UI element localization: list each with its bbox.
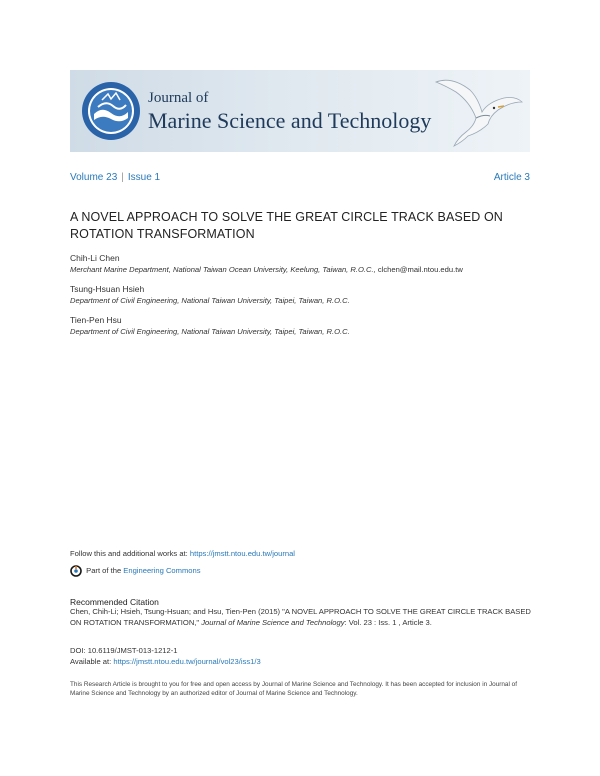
author-affiliation: Department of Civil Engineering, National Taiwan University, Taipei, Taiwan, R.O.C. [70,327,350,336]
citation-journal: Journal of Marine Science and Technology [201,617,345,627]
citation-available-link[interactable]: https://jmstt.ntou.edu.tw/journal/vol23/iss1/3 [113,657,261,666]
commons-line [70,565,201,577]
paper-title: A NOVEL APPROACH TO SOLVE THE GREAT CIRCLE TRACK BASED ON ROTATION TRANSFORMATION [70,210,503,241]
journal-banner [70,70,530,152]
commons-prefix: Part of the [86,566,122,575]
commons-link[interactable]: Engineering Commons [123,566,201,575]
issue-row: Volume 23 | Issue 1 Article 3 [70,172,530,183]
author-affiliation: Department of Civil Engineering, National Taiwan University, Taipei, Taiwan, R.O.C. [70,296,350,305]
volume-link[interactable]: Volume 23 [70,172,118,183]
author-name: Tien-Pen Hsu [70,315,122,325]
journal-title-line1: Journal of [148,90,209,106]
citation-doi: DOI: 10.6119/JMST-013-1212-1 [70,646,178,655]
follow-link[interactable]: https://jmstt.ntou.edu.tw/journal [189,549,295,558]
access-note: This Research Article is brought to you for free and open access by Journal of Marine Science and Technology. It has been accepted for inclusion in Journal of Marine Science and Technology by an authorized editor of Journal of Marine Science and Technology. [70,681,518,697]
author-affiliation: Merchant Marine Department, National Taiwan Ocean University, Keelung, Taiwan, R.O.C., clchen@mail.ntou.edu.tw [70,265,463,274]
author-name: Chih-Li Chen [70,253,120,263]
follow-line [70,549,295,558]
citation-available: Available at: https://jmstt.ntou.edu.tw/journal/vol23/iss1/3 [70,657,261,666]
commons-icon [70,565,82,577]
author-email: clchen@mail.ntou.edu.tw [377,265,463,274]
journal-seal-icon [80,80,142,142]
journal-title-line2: Marine Science and Technology [148,108,432,133]
citation-text: Chen, Chih-Li; Hsieh, Tsung-Hsuan; and Hsu, Tien-Pen (2015) "A NOVEL APPROACH TO SOLVE THE GREAT CIRCLE TRACK BASED ON ROTATION TRANSFORMATION," Journal of Marine Science and Technology: Vol. 23 : Iss. 1 , Article 3. [70,607,531,627]
follow-text: Follow this and additional works at: [70,549,188,558]
seagull-icon [432,72,524,152]
author-name: Tsung-Hsuan Hsieh [70,284,145,294]
citation-heading: Recommended Citation [70,597,159,607]
article-link[interactable]: Article 3 [493,172,530,183]
issue-link[interactable]: Issue 1 [127,172,161,183]
